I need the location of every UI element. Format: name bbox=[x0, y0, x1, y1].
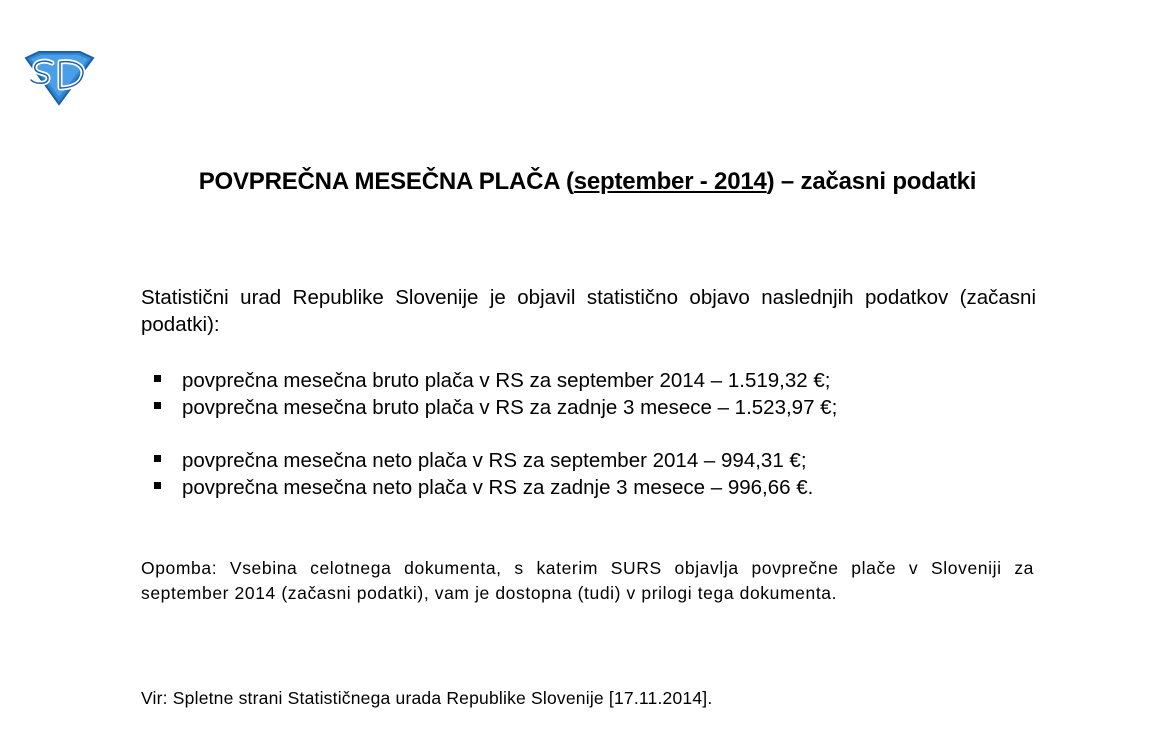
sd-logo bbox=[22, 50, 96, 106]
gross-salary-list bbox=[152, 367, 837, 421]
list-item-text: povprečna mesečna neto plača v RS za zadnje 3 mesece – 996,66 €. bbox=[182, 476, 814, 499]
source-line: Vir: Spletne strani Statističnega urada Republike Slovenije [17.11.2014]. bbox=[141, 688, 713, 708]
document-title bbox=[150, 166, 1025, 197]
list-item-text: povprečna mesečna bruto plača v RS za september 2014 – 1.519,32 €; bbox=[182, 369, 831, 392]
sd-shield-logo-icon bbox=[22, 50, 96, 106]
title-prefix: POVPREČNA MESEČNA PLAČA ( bbox=[198, 168, 574, 195]
intro-paragraph: Statistični urad Republike Slovenije je objavil statistično objavo naslednjih podatkov (začasni podatki): bbox=[141, 286, 1036, 336]
list-item-text: povprečna mesečna bruto plača v RS za zadnje 3 mesece – 1.523,97 €; bbox=[182, 396, 838, 419]
net-salary-list bbox=[152, 447, 813, 501]
title-suffix: ) – začasni podatki bbox=[766, 168, 977, 195]
list-item bbox=[152, 474, 813, 501]
list-item bbox=[152, 367, 837, 394]
note-paragraph: Opomba: Vsebina celotnega dokumenta, s katerim SURS objavlja povprečne plače v Sloveniji za september 2014 (začasni podatki), vam je dostopna (tudi) v prilogi tega dokumenta. bbox=[141, 558, 1034, 603]
list-item-text: povprečna mesečna neto plača v RS za september 2014 – 994,31 €; bbox=[182, 449, 807, 472]
title-period: september - 2014 bbox=[573, 168, 767, 195]
list-item bbox=[152, 447, 813, 474]
list-item bbox=[152, 394, 837, 421]
